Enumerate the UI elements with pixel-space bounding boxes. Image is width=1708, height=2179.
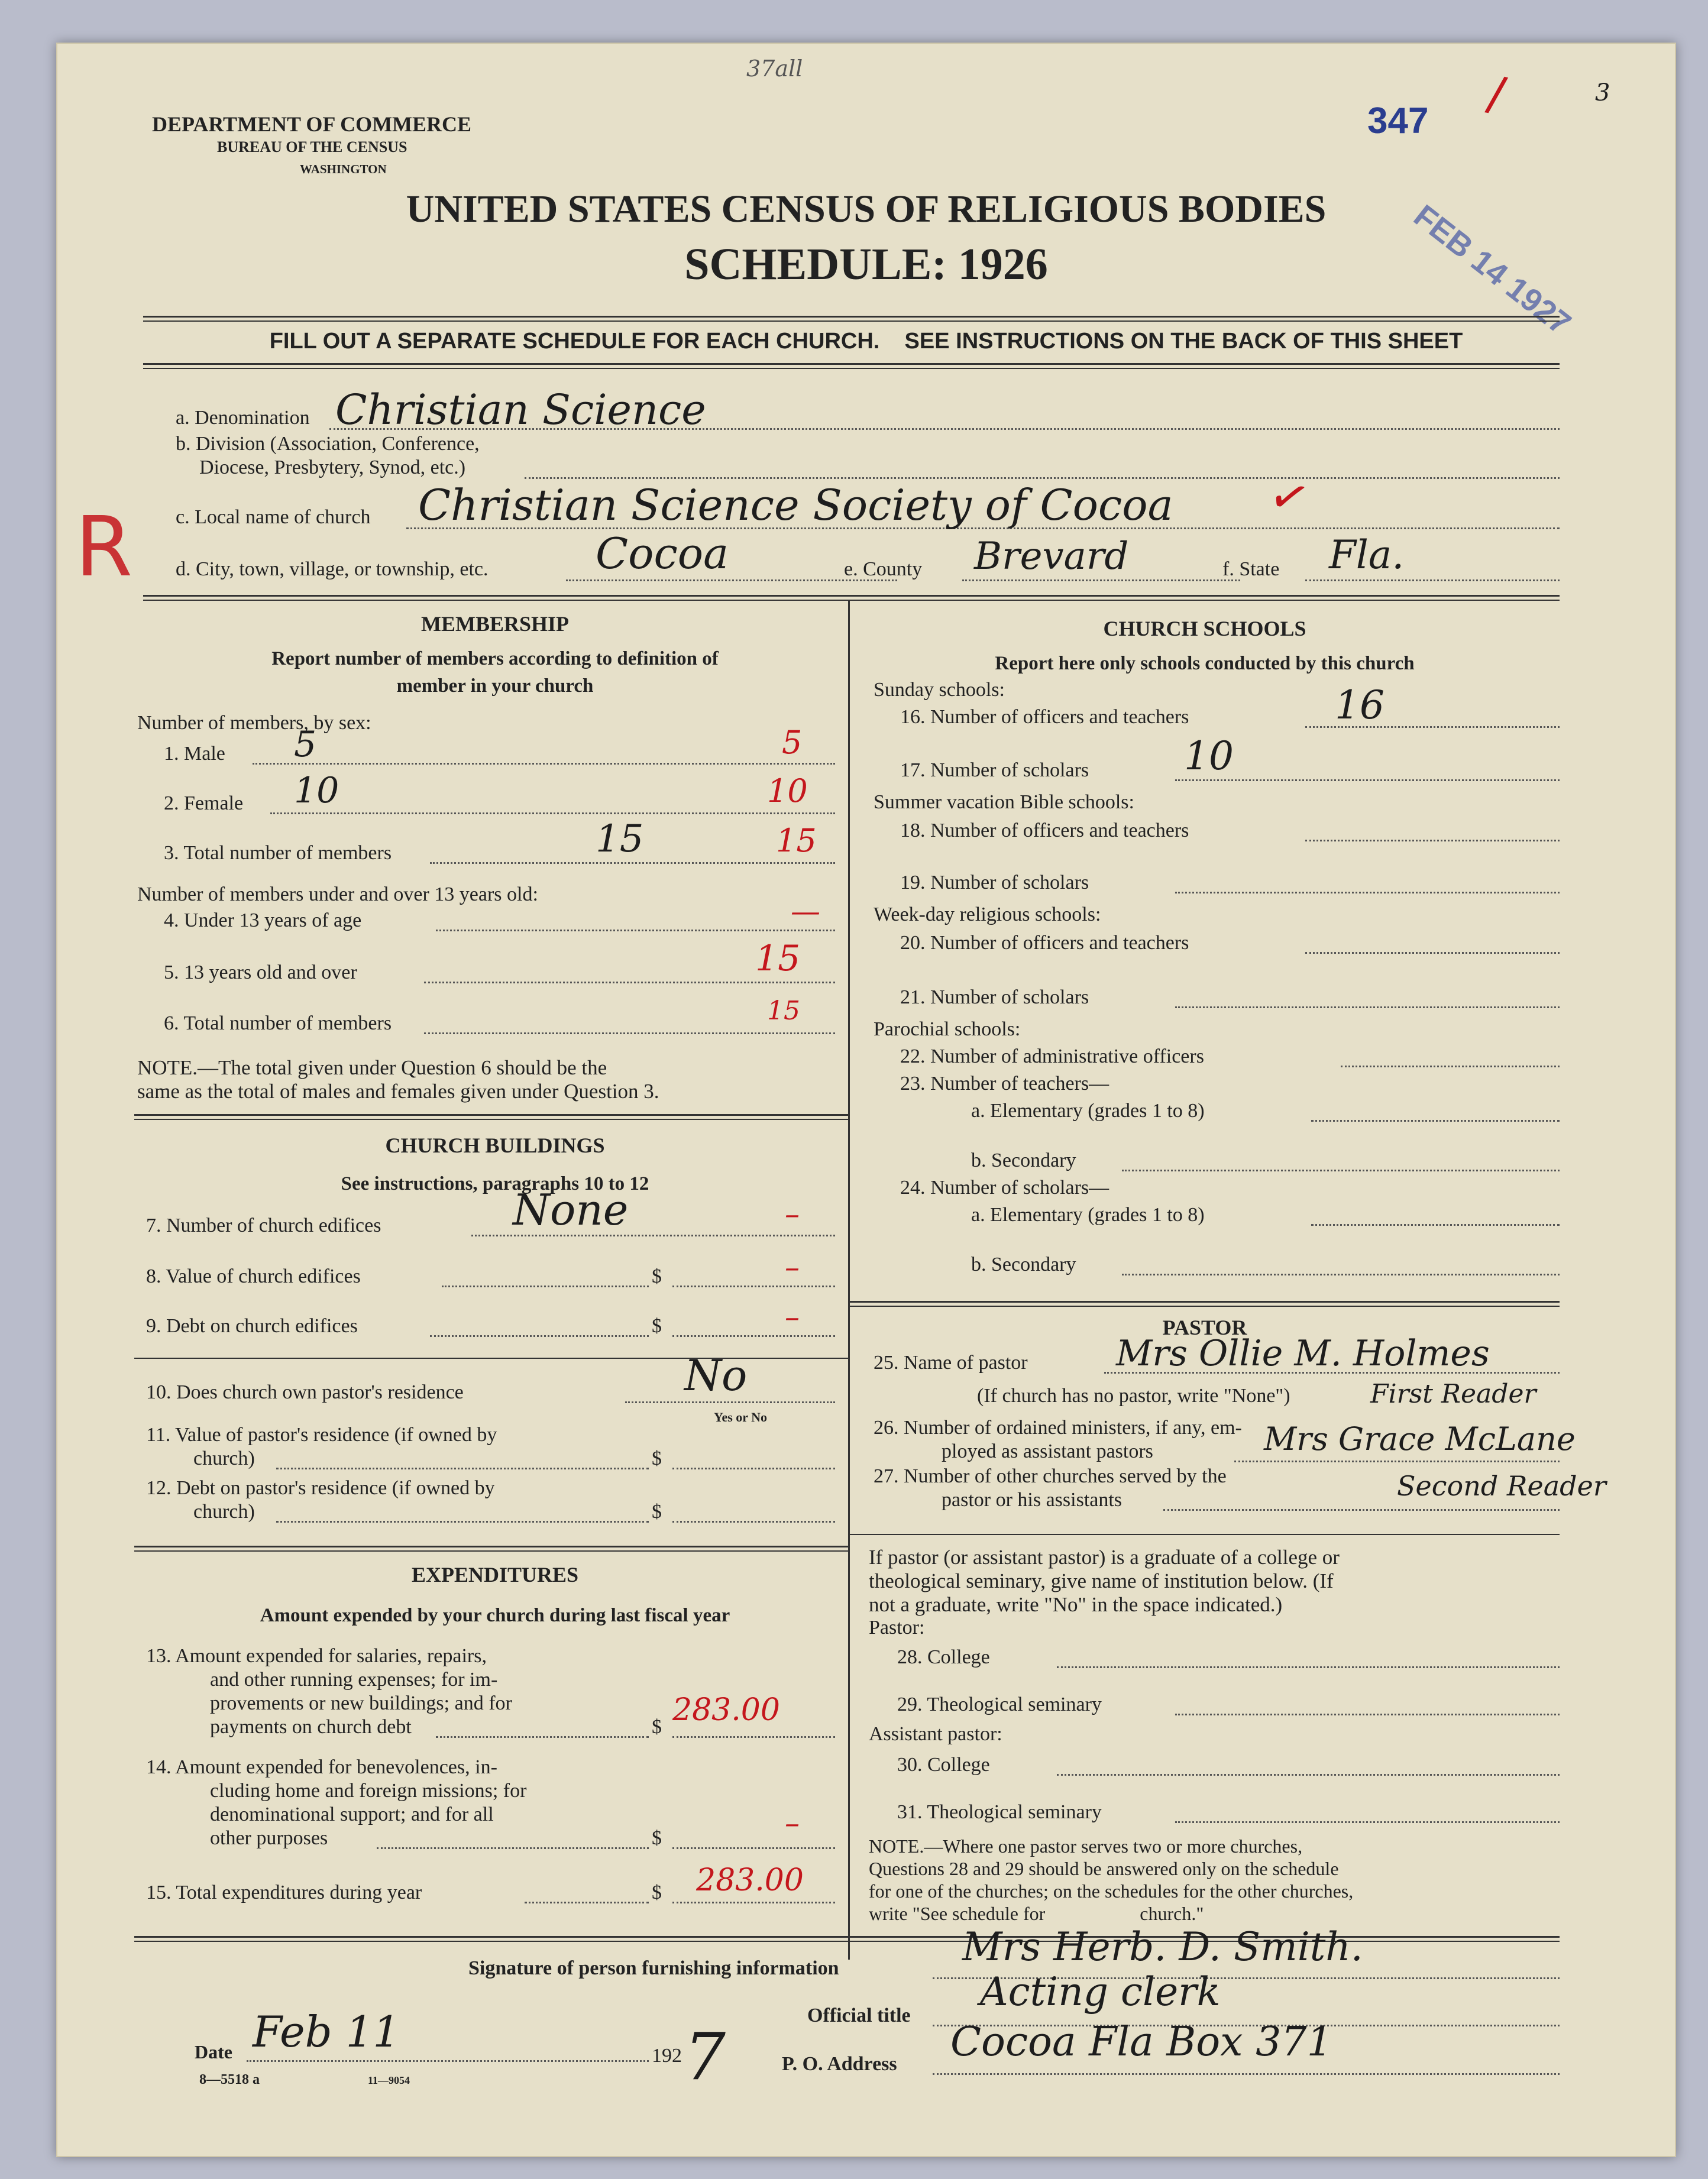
page-title: UNITED STATES CENSUS OF RELIGIOUS BODIES [406,187,1327,231]
city-label: d. City, town, village, or township, etc. [176,558,489,580]
q11-value-residence-label-2: church) [193,1448,255,1469]
q26-label-1: 26. Number of ordained ministers, if any, em- [874,1417,1242,1439]
q31-label: 31. Theological seminary [897,1801,1102,1823]
denomination-value: Christian Science [335,386,706,434]
q5-13-over-red-value: 15 [755,938,801,979]
po-address-label: P. O. Address [782,2053,897,2075]
received-date-stamp: FEB 14 1927 [1407,197,1578,342]
q14-label-1: 14. Amount expended for benevolences, in- [146,1756,497,1778]
q8-red-dash: – [785,1250,800,1284]
q9-red-dash: – [785,1300,800,1334]
q14-dollar-sign: $ [652,1827,662,1849]
schedule-number: 347 [1367,101,1429,141]
pastor-note-4: write "See schedule for church." [869,1903,1204,1924]
q4-under-13-red-value: — [791,894,820,928]
graduate-instruction-3: not a graduate, write "No" in the space indicated.) [869,1593,1283,1616]
summer-schools-label: Summer vacation Bible schools: [874,791,1134,813]
q1-male-label: 1. Male [164,743,225,765]
q23-label: 23. Number of teachers— [900,1073,1109,1095]
year-prefix: 192 [652,2045,682,2067]
q30-label: 30. College [897,1754,990,1776]
q11-value-residence-label-1: 11. Value of pastor's residence (if owned by [146,1424,497,1446]
church-schools-subheading: Report here only schools conducted by this church [995,653,1415,674]
q22-label: 22. Number of administrative officers [900,1045,1204,1067]
q12-debt-residence-label-1: 12. Debt on pastor's residence (if owned by [146,1477,495,1499]
q14-label-2: cluding home and foreign missions; for [210,1780,527,1802]
print-number: 11—9054 [368,2074,410,2086]
q24-label: 24. Number of scholars— [900,1177,1109,1199]
department-label: DEPARTMENT OF COMMERCE [152,112,472,136]
date-label: Date [195,2041,232,2063]
q2-female-red-value: 10 [767,772,808,810]
q10-own-residence-label: 10. Does church own pastor's residence [146,1381,464,1403]
q16-label: 16. Number of officers and teachers [900,706,1189,728]
q10-own-residence-value: No [684,1351,748,1400]
q13-dollar-sign: $ [652,1716,662,1738]
q25-pastor-name-value: Mrs Ollie M. Holmes [1116,1333,1490,1374]
pastor-note-1: NOTE.—Where one pastor serves two or more churches, [869,1835,1303,1857]
red-r-mark: R [75,499,133,595]
county-label: e. County [844,558,923,580]
schedule-title: SCHEDULE: 1926 [684,239,1048,289]
q2-female-label: 2. Female [164,792,244,814]
q15-dollar-sign: $ [652,1882,662,1903]
corner-number: 3 [1595,79,1610,106]
q6-total-label: 6. Total number of members [164,1012,392,1034]
top-pencil-note: 37all [746,56,803,82]
church-schools-heading: CHURCH SCHOOLS [1103,617,1306,640]
red-check-icon: ✓ [1263,465,1316,529]
official-title-value: Acting clerk [980,1969,1221,2015]
q4-under-13-label: 4. Under 13 years of age [164,909,362,931]
pastor-note-3: for one of the churches; on the schedules for the other churches, [869,1880,1354,1902]
q14-red-dash: – [785,1806,800,1840]
members-by-sex-label: Number of members, by sex: [137,712,371,734]
membership-note-2: same as the total of males and females given under Question 3. [137,1080,659,1103]
q15-total-label: 15. Total expenditures during year [146,1882,422,1903]
red-check-mark-icon: / [1483,65,1510,122]
q7-edifices-label: 7. Number of church edifices [146,1215,381,1236]
washington-label: WASHINGTON [300,162,387,176]
q13-label-2: and other running expenses; for im- [210,1669,498,1691]
yes-or-no-label: Yes or No [714,1410,768,1424]
state-label: f. State [1222,558,1280,580]
q15-total-value: 283.00 [696,1863,804,1898]
year-value: 7 [684,2019,726,2094]
q29-label: 29. Theological seminary [897,1694,1102,1715]
church-buildings-subheading: See instructions, paragraphs 10 to 12 [341,1173,649,1194]
q24b-label: b. Secondary [971,1254,1076,1275]
bureau-label: BUREAU OF THE CENSUS [217,138,407,156]
division-label-line1: b. Division (Association, Conference, [176,433,480,455]
q27-second-reader: Second Reader [1397,1470,1606,1502]
q27-label-2: pastor or his assistants [942,1489,1123,1511]
q7-edifices-value: None [513,1185,629,1235]
q13-label-4: payments on church debt [210,1716,412,1738]
q27-label-1: 27. Number of other churches served by the [874,1465,1227,1487]
q25-note: (If church has no pastor, write "None") [977,1385,1290,1407]
q11-dollar-sign: $ [652,1448,662,1469]
date-value: Feb 11 [253,2007,400,2057]
q3-total-label: 3. Total number of members [164,842,392,864]
q17-value: 10 [1184,733,1234,779]
parochial-schools-label: Parochial schools: [874,1018,1021,1040]
q18-label: 18. Number of officers and teachers [900,820,1189,841]
graduate-instruction-1: If pastor (or assistant pastor) is a graduate of a college or [869,1546,1340,1569]
q23a-label: a. Elementary (grades 1 to 8) [971,1100,1205,1122]
membership-subheading-2: member in your church [396,675,594,697]
membership-subheading-1: Report number of members according to definition of [271,648,719,669]
expenditures-heading: EXPENDITURES [411,1563,579,1587]
q8-dollar-sign: $ [652,1265,662,1287]
po-address-value: Cocoa Fla Box 371 [950,2019,1332,2065]
q8-value-label: 8. Value of church edifices [146,1265,361,1287]
age-header-label: Number of members under and over 13 years old: [137,883,538,905]
q1-male-value: 5 [294,724,317,765]
q3-total-red-value: 15 [776,822,817,859]
q23b-label: b. Secondary [971,1150,1076,1171]
q14-label-3: denominational support; and for all [210,1804,494,1825]
q6-total-red-value: 15 [767,996,800,1026]
weekday-schools-label: Week-day religious schools: [874,904,1101,925]
q7-red-dash: – [785,1197,800,1231]
q20-label: 20. Number of officers and teachers [900,932,1189,954]
q14-label-4: other purposes [210,1827,328,1849]
q12-dollar-sign: $ [652,1501,662,1523]
city-value: Cocoa [596,529,729,578]
pastor-subheading: Pastor: [869,1617,925,1639]
church-name-label: c. Local name of church [176,506,371,528]
assistant-pastor-subheading: Assistant pastor: [869,1723,1002,1745]
signature-label: Signature of person furnishing information [468,1957,839,1979]
q25-label: 25. Name of pastor [874,1352,1028,1374]
pastor-note-2: Questions 28 and 29 should be answered only on the schedule [869,1858,1339,1879]
q16-value: 16 [1335,682,1384,728]
instruction-banner: FILL OUT A SEPARATE SCHEDULE FOR EACH CHURCH. SEE INSTRUCTIONS ON THE BACK OF THIS SHEET [269,329,1463,354]
q9-dollar-sign: $ [652,1315,662,1337]
sunday-schools-label: Sunday schools: [874,679,1005,701]
pastor-heading: PASTOR [1162,1316,1247,1339]
q24a-label: a. Elementary (grades 1 to 8) [971,1204,1205,1226]
q26-assistant-value: Mrs Grace McLane [1264,1420,1576,1458]
church-name-value: Christian Science Society of Cocoa [418,480,1173,530]
q13-label-3: provements or new buildings; and for [210,1692,512,1714]
q28-label: 28. College [897,1646,990,1668]
membership-heading: MEMBERSHIP [420,612,569,636]
q5-13-over-label: 5. 13 years old and over [164,961,357,983]
q21-label: 21. Number of scholars [900,986,1089,1008]
official-title-label: Official title [807,2005,911,2026]
form-number: 8—5518 a [199,2072,260,2087]
membership-note-1: NOTE.—The total given under Question 6 should be the [137,1056,607,1079]
q13-amount-value: 283.00 [672,1692,780,1728]
q1-male-red-value: 5 [782,724,803,761]
division-label-line2: Diocese, Presbytery, Synod, etc.) [199,456,466,478]
q3-total-value: 15 [596,817,644,861]
church-buildings-heading: CHURCH BUILDINGS [385,1134,605,1157]
q26-label-2: ployed as assistant pastors [942,1440,1153,1462]
q25-first-reader: First Reader [1370,1379,1536,1409]
q2-female-value: 10 [294,770,339,811]
expenditures-subheading: Amount expended by your church during last fiscal year [260,1605,730,1626]
census-schedule-sheet [56,43,1676,2157]
q13-label-1: 13. Amount expended for salaries, repairs, [146,1645,487,1667]
q12-debt-residence-label-2: church) [193,1501,255,1523]
county-value: Brevard [974,535,1129,578]
state-value: Fla. [1329,532,1405,578]
q19-label: 19. Number of scholars [900,872,1089,893]
graduate-instruction-2: theological seminary, give name of institution below. (If [869,1569,1334,1592]
signature-value: Mrs Herb. D. Smith. [962,1924,1363,1970]
q17-label: 17. Number of scholars [900,759,1089,781]
q9-debt-label: 9. Debt on church edifices [146,1315,358,1337]
denomination-label: a. Denomination [176,407,310,429]
